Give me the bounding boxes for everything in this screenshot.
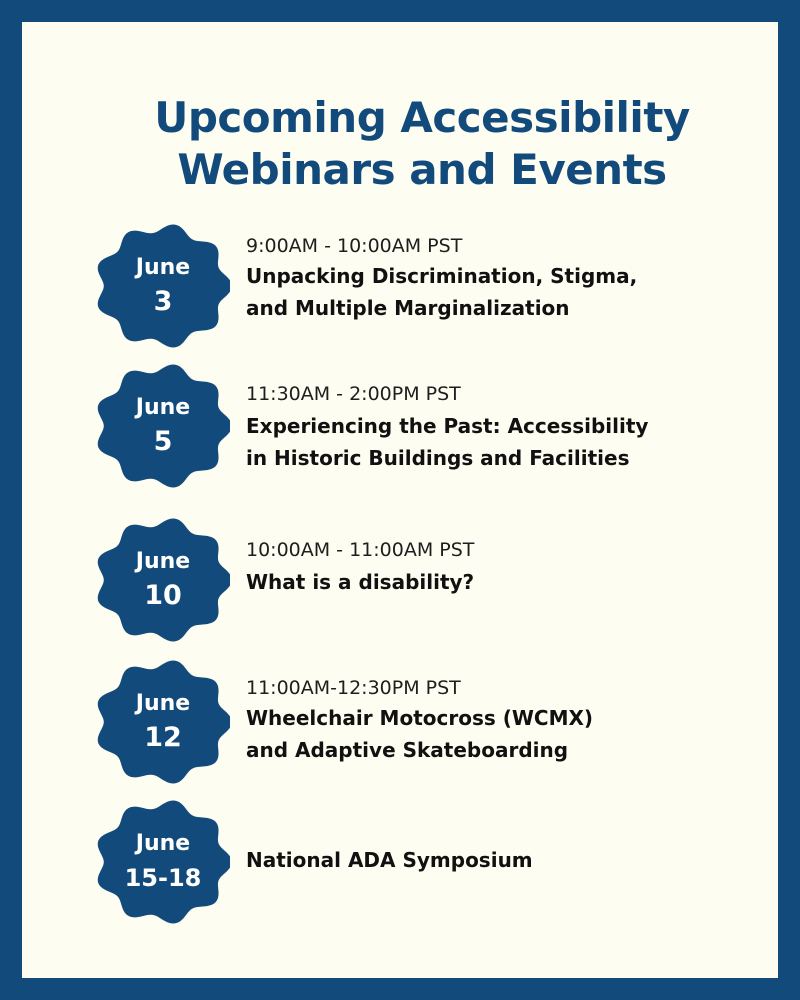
badge-month: June <box>135 691 191 716</box>
badge-month: June <box>135 549 191 574</box>
event-time: 10:00AM - 11:00AM PST <box>246 539 475 561</box>
event-title-line: in Historic Buildings and Facilities <box>246 446 630 470</box>
event-title-line: and Multiple Marginalization <box>246 296 570 320</box>
badge-day: 3 <box>153 286 173 317</box>
page-title-line-1: Upcoming Accessibility <box>154 93 690 142</box>
event-title <box>246 410 648 474</box>
event-title-line: Wheelchair Motocross (WCMX) <box>246 706 594 730</box>
event-title-line: Experiencing the Past: Accessibility <box>246 414 649 438</box>
event-title <box>246 566 474 598</box>
badge-day: 10 <box>144 580 182 611</box>
date-badge <box>96 800 230 924</box>
badge-month: June <box>135 831 191 856</box>
event-title <box>246 844 533 876</box>
date-badge <box>96 364 230 488</box>
date-badge <box>96 224 230 348</box>
badge-day: 15-18 <box>124 864 202 892</box>
event-time: 11:30AM - 2:00PM PST <box>246 383 461 405</box>
event-title-line: Unpacking Discrimination, Stigma, <box>246 264 638 288</box>
date-badge <box>96 660 230 784</box>
event-title-line: National ADA Symposium <box>246 848 533 872</box>
page-title-line-2: Webinars and Events <box>177 145 667 194</box>
event-title-line: and Adaptive Skateboarding <box>246 738 569 762</box>
badge-day: 5 <box>153 426 173 457</box>
event-time: 11:00AM-12:30PM PST <box>246 677 461 699</box>
page-title <box>22 92 800 196</box>
event-title <box>246 702 593 766</box>
badge-day: 12 <box>144 722 182 753</box>
badge-month: June <box>135 255 191 280</box>
event-time: 9:00AM - 10:00AM PST <box>246 235 463 257</box>
event-title-line: What is a disability? <box>246 570 475 594</box>
date-badge <box>96 518 230 642</box>
event-title <box>246 260 637 324</box>
badge-month: June <box>135 395 191 420</box>
